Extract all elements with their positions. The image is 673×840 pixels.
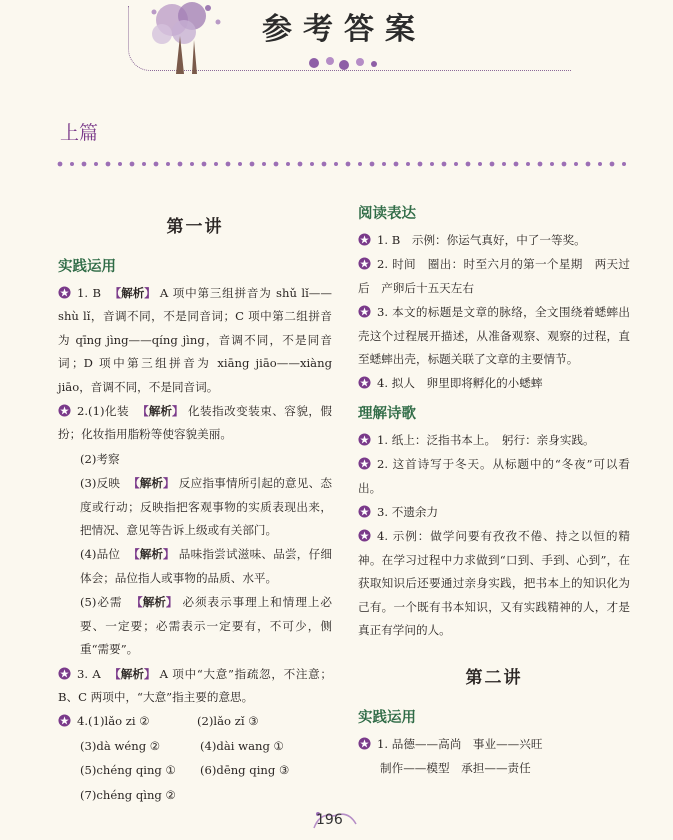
- section-title-practice: 实践运用: [58, 259, 116, 275]
- analysis-tag: 【 解析 】: [126, 543, 176, 566]
- answer-item-pinyin: [58, 710, 332, 733]
- answer-item-pinyin: [58, 735, 332, 758]
- flower-decoration-icon: [304, 52, 384, 74]
- answer-item: [358, 501, 630, 524]
- analysis-tag: 【 解析 】: [129, 591, 179, 614]
- answer-prefix: 3. A: [77, 666, 106, 681]
- section-title-poetry: 理解诗歌: [358, 405, 416, 422]
- right-column: [358, 198, 630, 781]
- answer-text: A 项中“大意”指疏忽，不注意；B、C 两项中，“大意”指主要的意思。: [58, 666, 332, 704]
- star-icon: [358, 305, 371, 318]
- left-column: [58, 200, 332, 808]
- star-icon: [358, 505, 371, 518]
- answer-text: 4. 示例：做学问要有孜孜不倦、持之以恒的精神。在学习过程中力求做到“口到、手到、心到”，在获取知识后还要通过亲身实践，把书本上的知识化为己有。一个既有书本知识，又有实践精神的人，才是真正有学问的人。: [358, 529, 630, 638]
- answer-text: 必须表示事理上和情理上必要、一定要；必需表示一定要有，不可少，侧重“需要”。: [80, 595, 332, 657]
- answer-text: 1. 品德——高尚 事业——兴旺: [377, 736, 543, 751]
- answer-prefix: 1. B: [77, 286, 106, 300]
- answer-text: (2)考察: [80, 451, 120, 466]
- pinyin-answer: (3)dà wéng ②: [80, 738, 161, 753]
- answer-text: 2. 时间 圈出：时至六月的第一个星期 两天过后 产卵后十五天左右: [358, 257, 630, 295]
- lecture-title-2: 第二讲: [465, 667, 523, 688]
- answer-text: 3. 本文的标题是文章的脉络，全文围绕着蟋蟀出壳这个过程展开描述，从准备观察、观察的过程，直至蟋蟀出壳，标题关联了文章的主要情节。: [358, 305, 630, 367]
- pinyin-answer: (7)chéng qìng ②: [80, 787, 176, 802]
- page-number: 196: [316, 812, 343, 828]
- answer-item: [58, 448, 332, 471]
- answer-text: 3. 不遗余力: [377, 505, 439, 520]
- star-icon: [58, 667, 71, 680]
- star-icon: [58, 286, 71, 299]
- lecture-title-1: 第一讲: [166, 217, 224, 237]
- answer-item: [358, 253, 630, 300]
- star-icon: [358, 457, 371, 470]
- star-icon: [358, 529, 371, 542]
- star-icon: [58, 404, 71, 417]
- analysis-tag: 【 解析 】: [107, 663, 157, 686]
- section-title-practice-2: 实践运用: [358, 709, 416, 726]
- answer-text: 化装指改变装束、容貌，假扮；化妆指用脂粉等使容貌美丽。: [58, 404, 332, 442]
- answer-item-pinyin: [58, 784, 332, 807]
- answer-text: 2. 这首诗写于冬天。从标题中的“冬夜”可以看出。: [358, 457, 630, 495]
- answer-item: [358, 525, 630, 642]
- star-icon: [358, 737, 371, 750]
- answer-item: [358, 301, 630, 371]
- page-title: 参考答案: [262, 12, 426, 47]
- answer-text: 4. 拟人 卵里即将孵化的小蟋蟀: [377, 376, 543, 391]
- analysis-tag: 【 解析 】: [126, 472, 176, 495]
- answer-prefix: 2.(1)化装: [77, 404, 134, 419]
- star-icon: [58, 714, 71, 727]
- pinyin-answer: (5)chéng qing ①: [80, 763, 176, 778]
- pinyin-answer: (4)dài wang ①: [200, 738, 284, 753]
- answer-text: 制作——模型 承担——责任: [380, 760, 531, 775]
- answer-item: [358, 429, 630, 452]
- answer-text: 1. B 示例：你运气真好，中了一等奖。: [377, 233, 586, 247]
- answer-item: [358, 733, 630, 756]
- analysis-tag: 【 解析 】: [135, 400, 185, 423]
- answer-text: 品味指尝试滋味、品尝，仔细体会；品位指人或事物的品质、水平。: [80, 547, 332, 585]
- answer-item: [58, 663, 332, 710]
- answer-item: [358, 453, 630, 500]
- tree-decoration-icon: [132, 0, 232, 78]
- pinyin-answer: (6)dēng qing ③: [200, 763, 290, 778]
- section-title-reading: 阅读表达: [358, 206, 416, 222]
- answer-item: [58, 543, 332, 590]
- part-label: 上篇: [60, 122, 99, 144]
- answer-item: [58, 282, 332, 399]
- star-icon: [358, 433, 371, 446]
- star-icon: [358, 233, 371, 246]
- answer-text: 反应指事情所引起的意见、态度或行动；反映指把客观事物的实质表现出来，把情况、意见等告诉上级或有关部门。: [80, 476, 332, 538]
- answer-item: [358, 757, 630, 780]
- star-icon: [358, 376, 371, 389]
- answer-prefix: (5)必需: [80, 595, 128, 610]
- star-icon: [358, 257, 371, 270]
- answer-prefix: (4)品位: [80, 547, 125, 562]
- answer-text: 1. 纸上：泛指书本上。 躬行：亲身实践。: [377, 432, 595, 447]
- answer-item: [58, 400, 332, 447]
- answer-text: A 项中第三组拼音为 shǔ lǐ——shù lǐ，音调不同，不是同音词；C 项中第二组拼音为 qīng jìng——qíng jìng，音调不同，不是同音词；D 项中第三组拼音为 xiāng jiāo——xiàng jiāo，音调不同，不是同音词。: [58, 286, 332, 394]
- answer-item: [358, 372, 630, 395]
- answer-item: [58, 591, 332, 661]
- answer-prefix: (3)反映: [80, 476, 125, 491]
- pinyin-answer: 4.(1)lǎo zi ②: [77, 714, 150, 729]
- answer-item-pinyin: [58, 759, 332, 782]
- answer-item: [58, 472, 332, 542]
- pinyin-answer: (2)lǎo zǐ ③: [197, 714, 259, 729]
- dotted-divider: [56, 156, 636, 172]
- analysis-tag: 【 解析 】: [107, 282, 157, 305]
- answer-item: [358, 229, 630, 252]
